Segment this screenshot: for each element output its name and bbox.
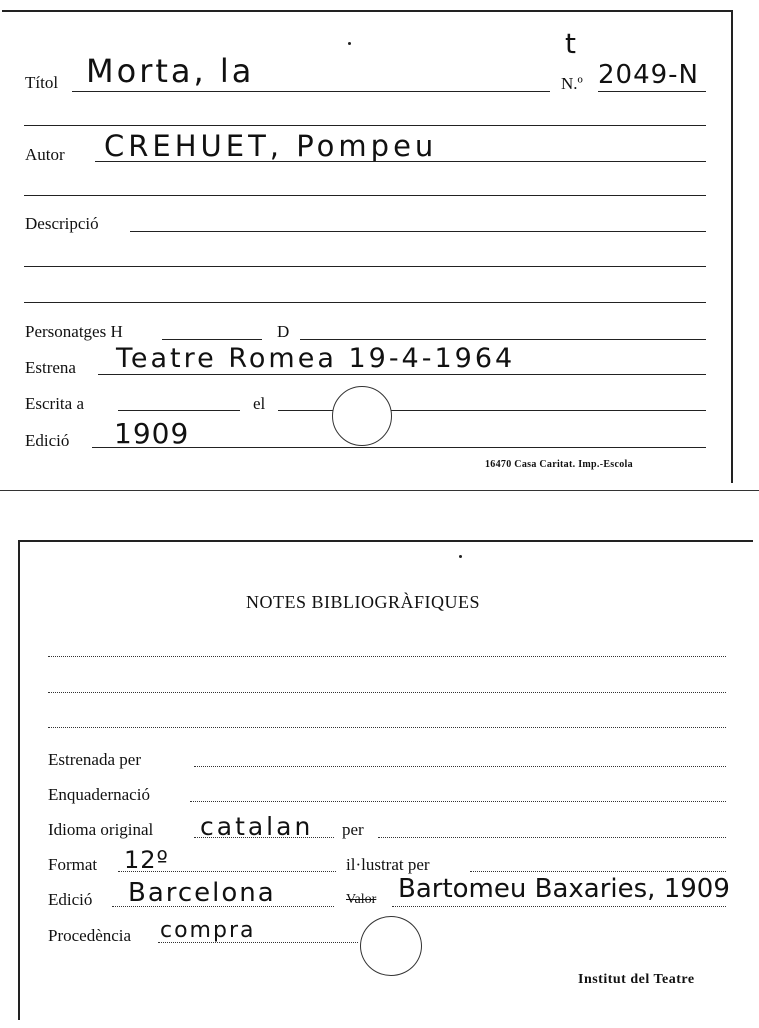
punch-hole (360, 916, 422, 976)
edicio2-label: Edició (48, 890, 93, 909)
format-value: 12º (124, 846, 169, 874)
escrita-label: Escrita a (25, 394, 84, 413)
enquadernacio-line (190, 801, 726, 802)
format-label: Format (48, 855, 98, 874)
institution-name: Institut del Teatre (578, 972, 695, 987)
rule-line (24, 266, 706, 267)
autor-line (95, 161, 706, 162)
procedencia-value: compra (160, 918, 256, 943)
descripcio-line (130, 231, 706, 232)
rule-line (24, 302, 706, 303)
escrita-line (118, 410, 240, 411)
printer-imprint: 16470 Casa Caritat. Imp.-Escola (485, 459, 633, 470)
format-line (118, 871, 336, 872)
idioma-value: catalan (200, 812, 314, 841)
estrena-line (98, 374, 706, 375)
procedencia-label: Procedència (48, 926, 132, 945)
edicio-label: Edició (25, 431, 70, 450)
dotted-rule (48, 727, 726, 728)
illustrat-label: il·lustrat per (346, 855, 430, 874)
d-label: D (277, 322, 290, 341)
idioma-label: Idioma original (48, 820, 154, 839)
speck (459, 555, 462, 558)
rule-line (24, 195, 706, 196)
edicio-value: 1909 (114, 417, 190, 450)
personatges-label: Personatges H (25, 322, 123, 341)
personatges-d-line (300, 339, 706, 340)
dotted-rule (48, 656, 726, 657)
edicio-line (92, 447, 706, 448)
el-label: el (253, 394, 266, 413)
punch-hole (332, 386, 392, 446)
editor-line (392, 906, 726, 907)
num-label: N.º (561, 74, 583, 93)
enquadernacio-label: Enquadernació (48, 785, 150, 804)
estrenada-label: Estrenada per (48, 750, 141, 769)
speck (348, 42, 351, 45)
estrena-label: Estrena (25, 358, 76, 377)
titol-value: Morta, la (86, 52, 255, 90)
valor-label: Valor (346, 892, 377, 907)
procedencia-line (158, 942, 358, 943)
edicio2-line (112, 906, 334, 907)
estrena-value: Teatre Romea 19-4-1964 (116, 343, 516, 374)
autor-value: CREHUET, Pompeu (104, 129, 438, 163)
dotted-rule (48, 692, 726, 693)
titol-line (72, 91, 550, 92)
editor-value: Bartomeu Baxaries, 1909 (398, 874, 730, 904)
titol-label: Títol (25, 73, 59, 92)
num-line (598, 91, 706, 92)
idioma-line (194, 837, 334, 838)
per-label: per (342, 820, 364, 839)
cross-mark: t (565, 27, 578, 60)
notes-heading: NOTES BIBLIOGRÀFIQUES (246, 592, 481, 612)
descripcio-label: Descripció (25, 214, 99, 233)
illustrat-line (470, 871, 726, 872)
estrenada-line (194, 766, 726, 767)
rule-line (24, 125, 706, 126)
autor-label: Autor (25, 145, 65, 164)
per-line (378, 837, 726, 838)
card-edge-line (0, 490, 759, 491)
edicio2-value: Barcelona (128, 878, 276, 908)
personatges-h-line (162, 339, 262, 340)
num-value: 2049-N (598, 60, 699, 90)
